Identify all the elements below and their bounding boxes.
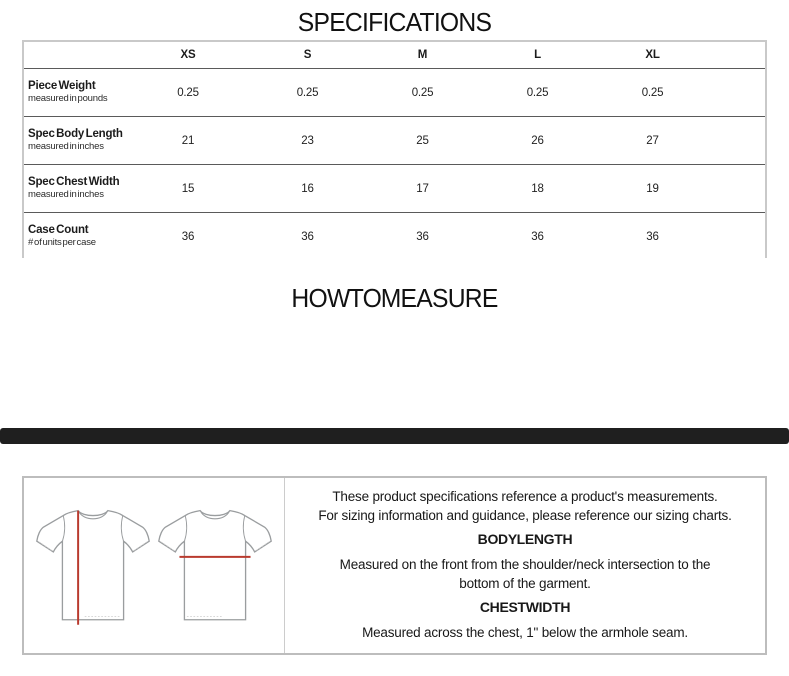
row-label: Piece Weight xyxy=(28,80,96,93)
cell-value: 18 xyxy=(531,182,544,195)
tshirt-body-length-diagram xyxy=(35,504,151,628)
section-heading-body-length: BODY LENGTH xyxy=(477,531,573,548)
cell-value: 15 xyxy=(181,182,195,195)
table-row-piece-weight xyxy=(24,68,765,116)
body-length-description: Measured on the front from the shoulder/neck intersection to the bottom of the garment. xyxy=(339,556,711,592)
row-sublabel: measured in inches xyxy=(28,140,104,152)
cell-value: 17 xyxy=(416,182,429,195)
measure-panel xyxy=(22,476,767,655)
column-header-xl: XL xyxy=(645,49,660,61)
cell-value: 27 xyxy=(646,134,659,147)
measure-intro xyxy=(305,487,745,525)
diagram-cell xyxy=(24,478,285,653)
row-label: Case Count xyxy=(28,224,89,237)
column-header-l: L xyxy=(534,49,541,61)
tshirt-chest-width-diagram xyxy=(157,504,273,628)
cell-value: 19 xyxy=(646,182,659,195)
table-header-row xyxy=(24,42,765,68)
cell-value: 16 xyxy=(301,182,314,195)
section-heading-chest-width: CHEST WIDTH xyxy=(479,599,571,616)
table-row-case-count xyxy=(24,212,765,258)
cell-value: 0.25 xyxy=(526,86,549,99)
column-header-xs: XS xyxy=(180,49,196,61)
table-row-body-length xyxy=(24,116,765,164)
table-row-chest-width xyxy=(24,164,765,212)
cell-value: 21 xyxy=(181,134,195,147)
cell-value: 25 xyxy=(416,134,429,147)
measure-intro-line2: For sizing information and guidance, please reference our sizing charts. xyxy=(318,508,732,524)
measure-intro-line1: These product specifications reference a product's measurements. xyxy=(332,489,718,504)
specifications-title: SPECIFICATIONS xyxy=(297,7,492,37)
cell-value: 36 xyxy=(301,230,314,243)
column-header-m: M xyxy=(417,49,428,61)
chest-width-description: Measured across the chest, 1" below the armhole seam. xyxy=(362,624,688,640)
cell-value: 36 xyxy=(181,230,195,243)
cell-value: 0.25 xyxy=(296,86,319,99)
cell-value: 26 xyxy=(531,134,544,147)
spec-table xyxy=(22,40,767,258)
cell-value: 23 xyxy=(301,134,314,147)
section-divider-bar xyxy=(0,428,789,444)
column-header-s: S xyxy=(303,49,312,61)
cell-value: 0.25 xyxy=(641,86,664,99)
cell-value: 36 xyxy=(531,230,544,243)
row-sublabel: measured in pounds xyxy=(28,92,108,104)
row-label: Spec Body Length xyxy=(28,128,123,141)
how-to-measure-title: HOW TO MEASURE xyxy=(291,283,498,313)
cell-value: 36 xyxy=(416,230,429,243)
row-label: Spec Chest Width xyxy=(28,176,120,189)
row-sublabel: # of units per case xyxy=(28,236,96,248)
cell-value: 0.25 xyxy=(177,86,199,99)
cell-value: 36 xyxy=(646,230,659,243)
cell-value: 0.25 xyxy=(411,86,434,99)
row-sublabel: measured in inches xyxy=(28,188,104,200)
measure-text-cell xyxy=(285,478,765,653)
